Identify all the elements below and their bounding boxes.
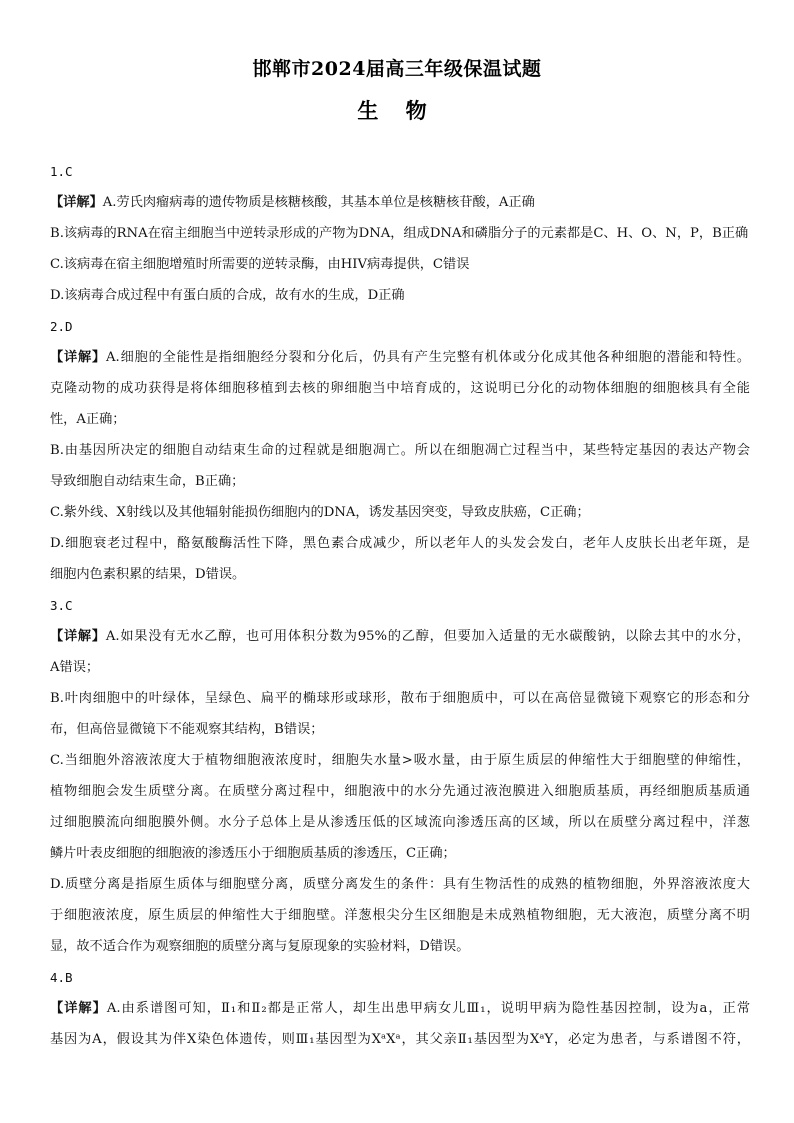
explanation-line <box>50 993 750 1024</box>
explanation-line: 导致细胞自动结束生命，B正确； <box>50 474 245 489</box>
explanation-line: D.细胞衰老过程中，酪氨酸酶活性下降，黑色素合成减少，所以老年人的头发会发白，老年人皮肤长出老年斑，是 <box>50 536 750 551</box>
explanation-text: A.如果没有无水乙醇，也可用体积分数为95%的乙醇，但要加入适量的无水碳酸钠，以除去其中的水分， <box>105 629 750 644</box>
explanation-line: B.叶肉细胞中的叶绿体，呈绿色、扁平的椭球形或球形，散布于细胞质中，可以在高倍显微镜下观察它的形态和分 <box>50 691 750 706</box>
explanation-line: D.质壁分离是指原生质体与细胞壁分离，质壁分离发生的条件：具有生物活性的成熟的植物细胞，外界溶液浓度大 <box>50 877 750 892</box>
detail-label: 【详解】 <box>50 195 103 210</box>
explanation-line: 过细胞膜流向细胞膜外侧。水分子总体上是从渗透压低的区域流向渗透压高的区域，所以在质壁分离过程中，洋葱 <box>50 815 750 830</box>
explanation-line: A错误； <box>50 660 100 675</box>
detail-label: 【详解】 <box>50 1001 107 1016</box>
question-number: 2.D <box>50 319 73 334</box>
explanation-line: 基因为A，假设其为伴X染色体遗传，则Ⅲ₁基因型为XᵃXᵃ，其父亲Ⅱ₁基因型为XᵃY，必定为患者，与系谱图不符， <box>50 1032 750 1047</box>
explanation-line: D.该病毒合成过程中有蛋白质的合成，故有水的生成，D正确 <box>50 288 405 303</box>
explanation-line: 鳞片叶表皮细胞的细胞液的渗透压小于细胞质基质的渗透压，C正确； <box>50 846 456 861</box>
explanation-line: 植物细胞会发生质壁分离。在质壁分离过程中，细胞液中的水分先通过液泡膜进入细胞质基质，再经细胞质基质通 <box>50 784 750 799</box>
explanation-line <box>50 187 750 218</box>
explanation-line: 显，故不适合作为观察细胞的质壁分离与复原现象的实验材料，D错误。 <box>50 939 470 954</box>
explanation-line <box>50 342 750 373</box>
explanation-line: B.该病毒的RNA在宿主细胞当中逆转录形成的产物为DNA，组成DNA和磷脂分子的元素都是C、H、O、N，P，B正确 <box>50 226 749 241</box>
subject-title: 生 物 <box>357 98 437 123</box>
explanation-line: 克隆动物的成功获得是将体细胞移植到去核的卵细胞当中培育成的，这说明已分化的动物体细胞的细胞核具有全能 <box>50 381 750 396</box>
explanation-line: B.由基因所决定的细胞自动结束生命的过程就是细胞凋亡。所以在细胞凋亡过程当中，某些特定基因的表达产物会 <box>50 443 750 458</box>
detail-label: 【详解】 <box>50 629 106 644</box>
question-number: 4.B <box>50 970 73 985</box>
explanation-line: 布，但高倍显微镜下不能观察其结构，B错误； <box>50 722 324 737</box>
explanation-text: A.劳氏肉瘤病毒的遗传物质是核糖核酸，其基本单位是核糖核苷酸，A正确 <box>102 195 535 210</box>
detail-label: 【详解】 <box>50 350 107 365</box>
explanation-line <box>50 621 750 652</box>
explanation-line: 细胞内色素积累的结果，D错误。 <box>50 567 246 582</box>
explanation-line: C.当细胞外溶液浓度大于植物细胞液浓度时，细胞失水量>吸水量，由于原生质层的伸缩性大于细胞壁的伸缩性， <box>50 753 750 768</box>
exam-title: 邯郸市2024届高三年级保温试题 <box>252 58 542 80</box>
explanation-text: A.细胞的全能性是指细胞经分裂和分化后，仍具有产生完整有机体或分化成其他各种细胞的潜能和特性。 <box>106 350 750 365</box>
answer-content <box>50 156 750 1055</box>
explanation-line: 于细胞液浓度，原生质层的伸缩性大于细胞壁。洋葱根尖分生区细胞是未成熟植物细胞，无大液泡，质壁分离不明 <box>50 908 750 923</box>
explanation-line: C.该病毒在宿主细胞增殖时所需要的逆转录酶，由HIV病毒提供，C错误 <box>50 257 470 272</box>
question-number: 3.C <box>50 598 73 613</box>
question-number: 1.C <box>50 164 73 179</box>
explanation-line: 性，A正确； <box>50 412 126 427</box>
explanation-line: C.紫外线、X射线以及其他辐射能损伤细胞内的DNA，诱发基因突变，导致皮肤癌，C正确； <box>50 505 590 520</box>
explanation-text: A.由系谱图可知，Ⅱ₁和Ⅱ₂都是正常人，却生出患甲病女儿Ⅲ₁，说明甲病为隐性基因控制，设为a，正常 <box>106 1001 750 1016</box>
